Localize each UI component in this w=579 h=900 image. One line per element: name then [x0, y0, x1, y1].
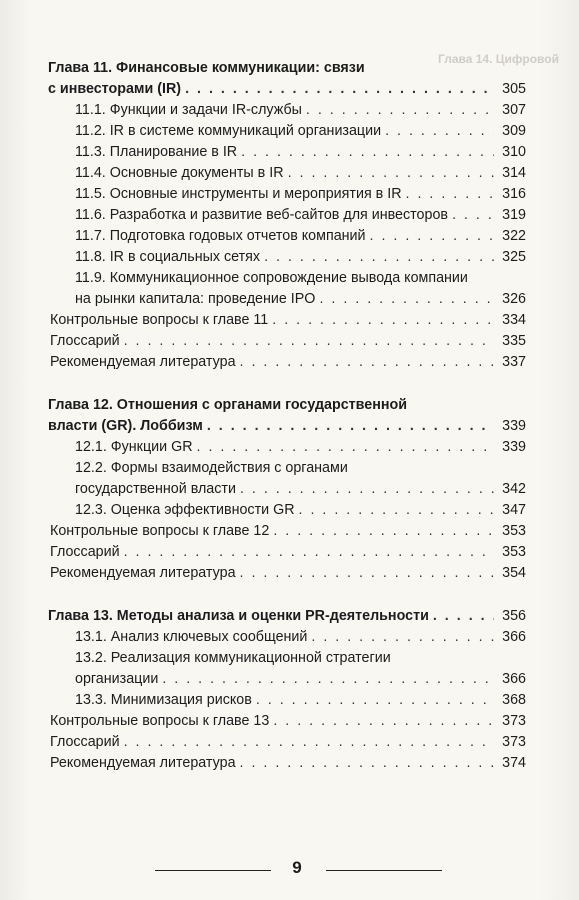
footer-rule-left — [155, 870, 271, 871]
leader-dots — [207, 416, 494, 437]
page-ref: 326 — [502, 291, 526, 307]
entry-text: 13.1. Анализ ключевых сообщений — [75, 629, 308, 645]
chapter-block — [48, 58, 526, 373]
leader-dots — [306, 100, 494, 121]
entry-text: 11.2. IR в системе коммуникаций организации — [75, 123, 382, 139]
leader-dots — [124, 542, 494, 563]
page-ref: 353 — [502, 523, 526, 539]
chapter-title-line: с инвесторами (IR) — [48, 81, 182, 97]
toc-appendix-entry[interactable] — [48, 521, 526, 542]
page-ref: 342 — [502, 481, 526, 497]
entry-text: на рынки капитала: проведение IPO — [75, 291, 316, 307]
entry-text: 11.4. Основные документы в IR — [75, 165, 284, 181]
chapter-block — [48, 606, 526, 774]
entry-text: организации — [75, 671, 159, 687]
chapter-title-line: власти (GR). Лоббизм — [48, 418, 203, 434]
entry-text: 11.7. Подготовка годовых отчетов компаний — [75, 228, 366, 244]
leader-dots — [370, 226, 494, 247]
leader-dots — [162, 669, 494, 690]
toc-appendix-entry[interactable] — [48, 711, 526, 732]
leader-dots — [385, 121, 494, 142]
chapter-title-line: Глава 13. Методы анализа и оценки PR-деятельности — [48, 608, 429, 624]
footer-rule-right — [326, 870, 442, 871]
entry-text: 11.5. Основные инструменты и мероприятия в IR — [75, 186, 402, 202]
page-ref: 305 — [502, 81, 526, 97]
toc-section-entry[interactable] — [48, 121, 526, 142]
entry-text: 12.1. Функции GR — [75, 439, 193, 455]
toc-appendix-entry[interactable] — [48, 310, 526, 331]
entry-text: Рекомендуемая литература — [50, 354, 236, 370]
toc-section-entry[interactable] — [48, 163, 526, 184]
page-ref: 373 — [502, 713, 526, 729]
entry-text: Глоссарий — [50, 544, 120, 560]
page-number: 9 — [292, 858, 302, 877]
leader-dots — [406, 184, 494, 205]
chapter-heading[interactable] — [48, 606, 526, 627]
entry-text: Контрольные вопросы к главе 11 — [50, 312, 269, 328]
leader-dots — [256, 690, 494, 711]
entry-text: Рекомендуемая литература — [50, 755, 236, 771]
page-ref: 356 — [502, 608, 526, 624]
entry-text: Контрольные вопросы к главе 13 — [50, 713, 270, 729]
toc-appendix-entry[interactable] — [48, 331, 526, 352]
leader-dots — [240, 479, 494, 500]
toc-appendix-entry[interactable] — [48, 753, 526, 774]
leader-dots — [272, 310, 494, 331]
page-ref: 337 — [502, 354, 526, 370]
toc-section-entry[interactable] — [48, 226, 526, 247]
toc-section-entry[interactable] — [48, 184, 526, 205]
bleed-through-text: Глава 14. Цифровой — [438, 52, 559, 66]
leader-dots — [240, 352, 494, 373]
leader-dots — [264, 247, 494, 268]
entry-text: Контрольные вопросы к главе 12 — [50, 523, 270, 539]
toc-section-entry[interactable] — [48, 437, 526, 458]
chapter-heading[interactable] — [48, 395, 526, 437]
entry-text-line: 12.2. Формы взаимодействия с органами — [75, 460, 348, 476]
page-ref: 366 — [502, 671, 526, 687]
page-ref: 314 — [502, 165, 526, 181]
page-ref: 322 — [502, 228, 526, 244]
page-ref: 339 — [502, 418, 526, 434]
leader-dots — [240, 563, 494, 584]
toc-appendix-entry[interactable] — [48, 542, 526, 563]
toc-section-entry[interactable] — [48, 205, 526, 226]
leader-dots — [240, 753, 494, 774]
toc-section-entry[interactable] — [48, 458, 526, 500]
toc-appendix-entry[interactable] — [48, 563, 526, 584]
toc-section-entry[interactable] — [48, 100, 526, 121]
leader-dots — [124, 732, 494, 753]
page-ref: 310 — [502, 144, 526, 160]
page-ref: 347 — [502, 502, 526, 518]
leader-dots — [273, 711, 494, 732]
page-ref: 354 — [502, 565, 526, 581]
leader-dots — [311, 627, 494, 648]
page-ref: 325 — [502, 249, 526, 265]
leader-dots — [197, 437, 494, 458]
page-ref: 374 — [502, 755, 526, 771]
chapter-title-line: Глава 11. Финансовые коммуникации: связи — [48, 60, 365, 76]
toc-appendix-entry[interactable] — [48, 352, 526, 373]
page-ref: 309 — [502, 123, 526, 139]
chapter-heading[interactable] — [48, 58, 526, 100]
leader-dots — [299, 500, 494, 521]
toc-section-entry[interactable] — [48, 268, 526, 310]
page-ref: 334 — [502, 312, 526, 328]
entry-text: Глоссарий — [50, 333, 120, 349]
page-ref: 353 — [502, 544, 526, 560]
entry-text: 11.6. Разработка и развитие веб-сайтов для инвесторов — [75, 207, 448, 223]
page-ref: 373 — [502, 734, 526, 750]
page-ref: 307 — [502, 102, 526, 118]
page-ref: 366 — [502, 629, 526, 645]
toc-section-entry[interactable] — [48, 142, 526, 163]
entry-text: 11.8. IR в социальных сетях — [75, 249, 261, 265]
page-ref: 319 — [502, 207, 526, 223]
chapter-title-line: Глава 12. Отношения с органами государственной — [48, 397, 408, 413]
entry-text: 12.3. Оценка эффективности GR — [75, 502, 295, 518]
page-ref: 335 — [502, 333, 526, 349]
leader-dots — [288, 163, 494, 184]
toc-appendix-entry[interactable] — [48, 732, 526, 753]
entry-text: 11.1. Функции и задачи IR-службы — [75, 102, 302, 118]
entry-text: 11.3. Планирование в IR — [75, 144, 238, 160]
leader-dots — [452, 205, 494, 226]
entry-text-line: 11.9. Коммуникационное сопровождение вывода компании — [75, 270, 468, 286]
leader-dots — [185, 79, 494, 100]
entry-text: государственной власти — [75, 481, 236, 497]
entry-text: Рекомендуемая литература — [50, 565, 236, 581]
page-ref: 316 — [502, 186, 526, 202]
leader-dots — [319, 289, 494, 310]
page-ref: 339 — [502, 439, 526, 455]
leader-dots — [241, 142, 494, 163]
page-footer — [0, 858, 579, 882]
toc-section-entry[interactable] — [48, 500, 526, 521]
toc-section-entry[interactable] — [48, 627, 526, 648]
leader-dots — [433, 606, 494, 627]
toc-section-entry[interactable] — [48, 648, 526, 690]
page-ref: 368 — [502, 692, 526, 708]
toc-section-entry[interactable] — [48, 690, 526, 711]
toc-section-entry[interactable] — [48, 247, 526, 268]
entry-text-line: 13.2. Реализация коммуникационной стратегии — [75, 650, 391, 666]
table-of-contents — [48, 58, 526, 784]
chapter-block — [48, 395, 526, 584]
entry-text: 13.3. Минимизация рисков — [75, 692, 252, 708]
entry-text: Глоссарий — [50, 734, 120, 750]
leader-dots — [124, 331, 494, 352]
leader-dots — [273, 521, 494, 542]
